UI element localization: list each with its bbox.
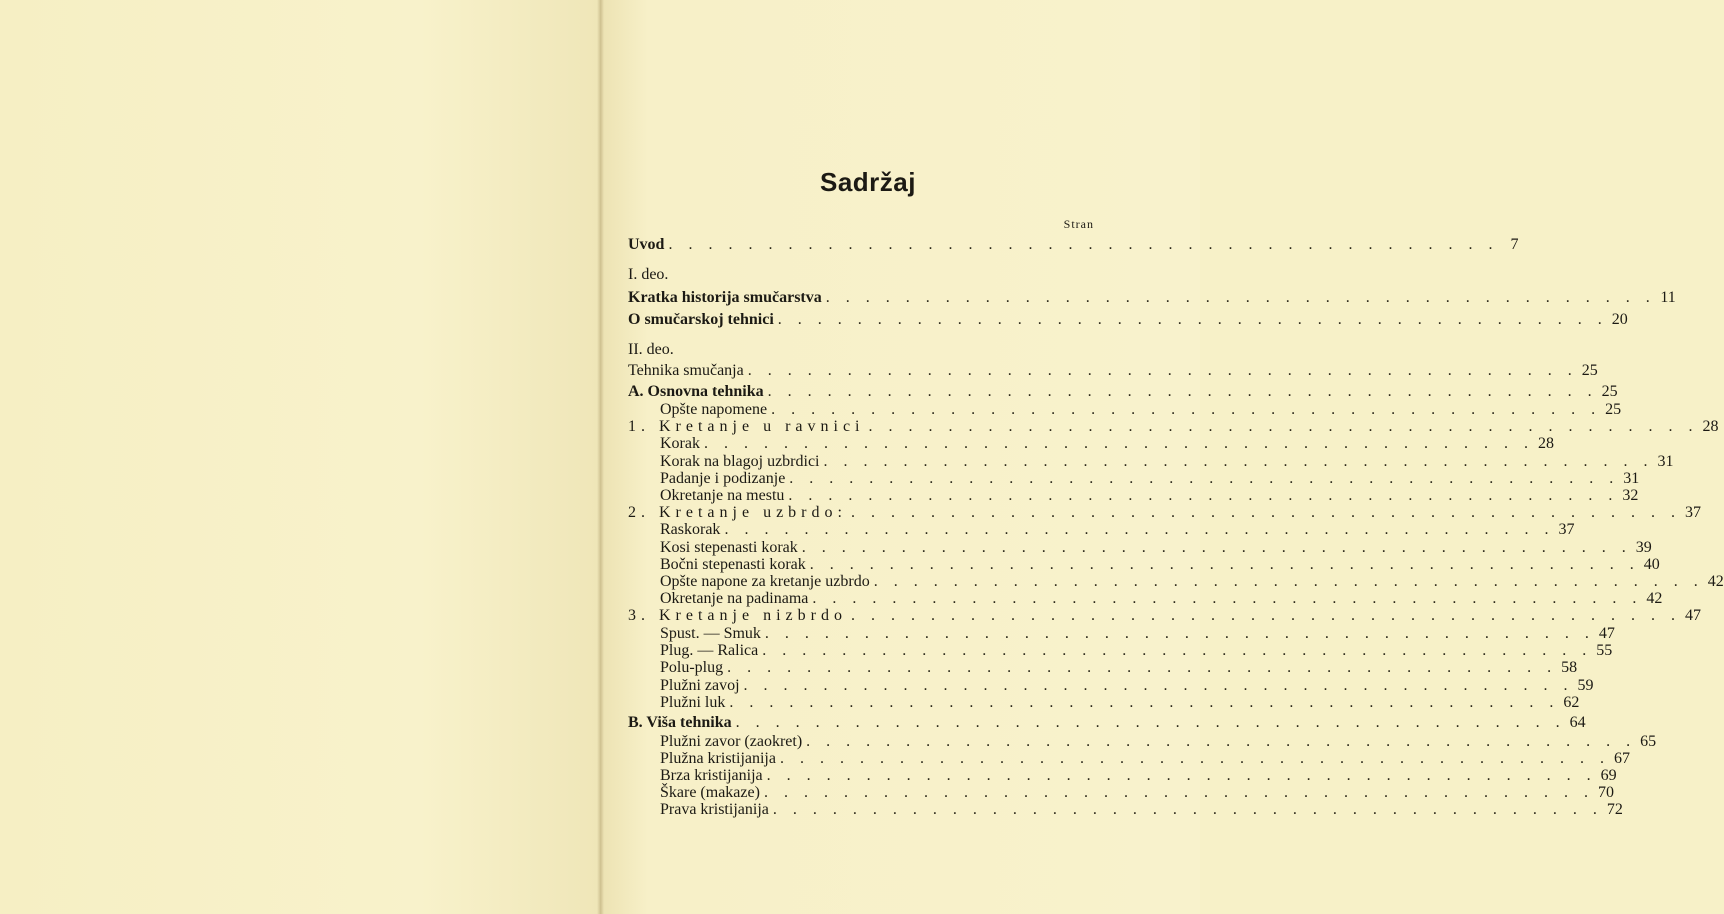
toc-entry [628, 418, 1719, 435]
dot-leader: . . . . . . . . . . . . . . . . . . . . . . . . . . . . . . . . . . . . . . . . . . [767, 383, 1598, 400]
toc-entry-page-number: 59 [1577, 677, 1594, 694]
dot-leader: . . . . . . . . . . . . . . . . . . . . . . . . . . . . . . . . . . . . . . . . . . [772, 801, 1603, 818]
book-gutter [597, 0, 604, 914]
toc-entry-page-number: 32 [1622, 487, 1639, 504]
toc-entry-page-number: 7 [1510, 236, 1519, 253]
dot-leader: . . . . . . . . . . . . . . . . . . . . . . . . . . . . . . . . . . . . . . . . . . [801, 539, 1632, 556]
toc-entry-label: Plug. — Ralica [660, 642, 759, 659]
toc-entry [628, 435, 1554, 452]
toc-entry-page-number: 42 [1646, 590, 1663, 607]
toc-entry-label: B. Viša tehnika [628, 714, 732, 731]
toc-entry-label: Okretanje na mestu [660, 487, 785, 504]
toc-entry-page-number: 20 [1611, 311, 1628, 328]
toc-entry-page-number: 42 [1707, 573, 1724, 590]
toc-entry-page-number: 28 [1702, 418, 1719, 435]
toc-entry-page-number: 37 [1558, 521, 1575, 538]
toc-entry-page-number: 39 [1635, 539, 1652, 556]
toc-entry-label: A. Osnovna tehnika [628, 383, 764, 400]
toc-entry-page-number: 11 [1660, 289, 1676, 306]
toc-entry [628, 236, 1519, 253]
dot-leader: . . . . . . . . . . . . . . . . . . . . . . . . . . . . . . . . . . . . . . . . . . [703, 435, 1534, 452]
toc-entry [628, 401, 1622, 418]
toc-entry-page-number: 37 [1684, 504, 1701, 521]
toc-entry [628, 362, 1598, 379]
toc-entry [628, 767, 1617, 784]
dot-leader: . . . . . . . . . . . . . . . . . . . . . . . . . . . . . . . . . . . . . . . . . . [823, 453, 1654, 470]
dot-leader: . . . . . . . . . . . . . . . . . . . . . . . . . . . . . . . . . . . . . . . . . . [762, 642, 1593, 659]
dot-leader: . . . . . . . . . . . . . . . . . . . . . . . . . . . . . . . . . . . . . . . . . . [724, 521, 1555, 538]
toc-entry-label: Kosi stepenasti korak [660, 539, 798, 556]
toc-entry [628, 383, 1618, 400]
toc-entry-page-number: 31 [1657, 453, 1674, 470]
page-column-header: Stran [1063, 217, 1094, 231]
toc-entry-page-number: 72 [1606, 801, 1623, 818]
dot-leader: . . . . . . . . . . . . . . . . . . . . . . . . . . . . . . . . . . . . . . . . . . [747, 362, 1578, 379]
dot-leader: . . . . . . . . . . . . . . . . . . . . . . . . . . . . . . . . . . . . . . . . . . [788, 487, 1619, 504]
toc-entry-page-number: 25 [1601, 383, 1618, 400]
toc-part-heading: I. deo. [628, 266, 669, 283]
toc-entry-label: Plužni luk [660, 694, 726, 711]
toc-entry [628, 311, 1628, 328]
toc-entry-label: Prava kristijanija [660, 801, 769, 818]
toc-entry-page-number: 64 [1569, 714, 1586, 731]
toc-entry [628, 642, 1613, 659]
toc-entry-label: Škare (makaze) [660, 784, 760, 801]
toc-entry-page-number: 62 [1563, 694, 1580, 711]
toc-entry-page-number: 25 [1581, 362, 1598, 379]
toc-entry [628, 573, 1724, 590]
toc-entry [628, 470, 1640, 487]
dot-leader: . . . . . . . . . . . . . . . . . . . . . . . . . . . . . . . . . . . . . . . . . . [850, 504, 1681, 521]
toc-entry [628, 504, 1701, 521]
dot-leader: . . . . . . . . . . . . . . . . . . . . . . . . . . . . . . . . . . . . . . . . . . [873, 573, 1704, 590]
dot-leader: . . . . . . . . . . . . . . . . . . . . . . . . . . . . . . . . . . . . . . . . . . [825, 289, 1656, 306]
toc-entry-label: Korak [660, 435, 700, 452]
toc-entry-label: Opšte napone za kretanje uzbrdo [660, 573, 870, 590]
toc-entry [628, 487, 1639, 504]
toc-entry-label: 1. Kretanje u ravnici [628, 418, 865, 435]
toc-entry-label: Raskorak [660, 521, 721, 538]
toc-entry-label: Plužna kristijanija [660, 750, 776, 767]
page-title: Sadržaj [820, 167, 916, 197]
dot-leader: . . . . . . . . . . . . . . . . . . . . . . . . . . . . . . . . . . . . . . . . . . [764, 625, 1595, 642]
toc-entry-label: Plužni zavoj [660, 677, 740, 694]
toc-entry-label: Tehnika smučanja [628, 362, 744, 379]
dot-leader: . . . . . . . . . . . . . . . . . . . . . . . . . . . . . . . . . . . . . . . . . . [766, 767, 1597, 784]
dot-leader: . . . . . . . . . . . . . . . . . . . . . . . . . . . . . . . . . . . . . . . . . . [850, 607, 1681, 624]
table-of-contents [628, 0, 1724, 914]
toc-entry-label: 3. Kretanje nizbrdo [628, 607, 847, 624]
toc-entry-page-number: 58 [1561, 659, 1578, 676]
toc-entry-page-number: 28 [1537, 435, 1554, 452]
toc-part-heading: II. deo. [628, 341, 674, 358]
dot-leader: . . . . . . . . . . . . . . . . . . . . . . . . . . . . . . . . . . . . . . . . . . [806, 733, 1637, 750]
toc-entry [628, 607, 1701, 624]
toc-entry [628, 733, 1657, 750]
dot-leader: . . . . . . . . . . . . . . . . . . . . . . . . . . . . . . . . . . . . . . . . . . [727, 659, 1558, 676]
toc-entry-label: 2. Kretanje uzbrdo: [628, 504, 847, 521]
toc-entry [628, 750, 1630, 767]
toc-entry-page-number: 65 [1640, 733, 1657, 750]
toc-entry [628, 714, 1586, 731]
dot-leader: . . . . . . . . . . . . . . . . . . . . . . . . . . . . . . . . . . . . . . . . . . [771, 401, 1602, 418]
toc-entry-page-number: 31 [1623, 470, 1640, 487]
toc-entry-label: Polu-plug [660, 659, 724, 676]
toc-entry [628, 659, 1578, 676]
dot-leader: . . . . . . . . . . . . . . . . . . . . . . . . . . . . . . . . . . . . . . . . . . [777, 311, 1608, 328]
toc-entry-page-number: 25 [1605, 401, 1622, 418]
toc-entry [628, 521, 1575, 538]
toc-entry [628, 625, 1615, 642]
dot-leader: . . . . . . . . . . . . . . . . . . . . . . . . . . . . . . . . . . . . . . . . . . [809, 556, 1640, 573]
toc-entry-page-number: 70 [1597, 784, 1614, 801]
toc-entry [628, 801, 1623, 818]
toc-entry-label: Plužni zavor (zaokret) [660, 733, 803, 750]
toc-entry-label: Okretanje na padinama [660, 590, 809, 607]
dot-leader: . . . . . . . . . . . . . . . . . . . . . . . . . . . . . . . . . . . . . . . . . . [789, 470, 1620, 487]
toc-entry [628, 289, 1676, 306]
toc-entry-page-number: 47 [1684, 607, 1701, 624]
toc-entry-label: Uvod [628, 236, 665, 253]
toc-entry-page-number: 40 [1643, 556, 1660, 573]
toc-entry-label: O smučarskoj tehnici [628, 311, 774, 328]
dot-leader: . . . . . . . . . . . . . . . . . . . . . . . . . . . . . . . . . . . . . . . . . . [868, 418, 1699, 435]
toc-entry-label: Kratka historija smučarstva [628, 289, 822, 306]
toc-entry-page-number: 67 [1613, 750, 1630, 767]
toc-entry-page-number: 69 [1600, 767, 1617, 784]
toc-entry [628, 556, 1660, 573]
dot-leader: . . . . . . . . . . . . . . . . . . . . . . . . . . . . . . . . . . . . . . . . . . [735, 714, 1566, 731]
dot-leader: . . . . . . . . . . . . . . . . . . . . . . . . . . . . . . . . . . . . . . . . . . [812, 590, 1643, 607]
toc-entry [628, 539, 1652, 556]
toc-entry-page-number: 47 [1598, 625, 1615, 642]
dot-leader: . . . . . . . . . . . . . . . . . . . . . . . . . . . . . . . . . . . . . . . . . . [668, 236, 1499, 253]
toc-entry-label: Opšte napomene [660, 401, 768, 418]
toc-entry-label: Brza kristijanija [660, 767, 763, 784]
dot-leader: . . . . . . . . . . . . . . . . . . . . . . . . . . . . . . . . . . . . . . . . . . [763, 784, 1594, 801]
dot-leader: . . . . . . . . . . . . . . . . . . . . . . . . . . . . . . . . . . . . . . . . . . [779, 750, 1610, 767]
toc-entry [628, 694, 1580, 711]
toc-entry [628, 453, 1674, 470]
toc-entry-label: Bočni stepenasti korak [660, 556, 806, 573]
toc-entry-page-number: 55 [1596, 642, 1613, 659]
toc-entry-label: Korak na blagoj uzbrdici [660, 453, 820, 470]
toc-entry [628, 590, 1663, 607]
dot-leader: . . . . . . . . . . . . . . . . . . . . . . . . . . . . . . . . . . . . . . . . . . [729, 694, 1560, 711]
toc-entry [628, 677, 1594, 694]
toc-entry [628, 784, 1614, 801]
toc-entry-label: Spust. — Smuk [660, 625, 761, 642]
dot-leader: . . . . . . . . . . . . . . . . . . . . . . . . . . . . . . . . . . . . . . . . . . [743, 677, 1574, 694]
toc-entry-label: Padanje i podizanje [660, 470, 786, 487]
left-page [0, 0, 600, 914]
